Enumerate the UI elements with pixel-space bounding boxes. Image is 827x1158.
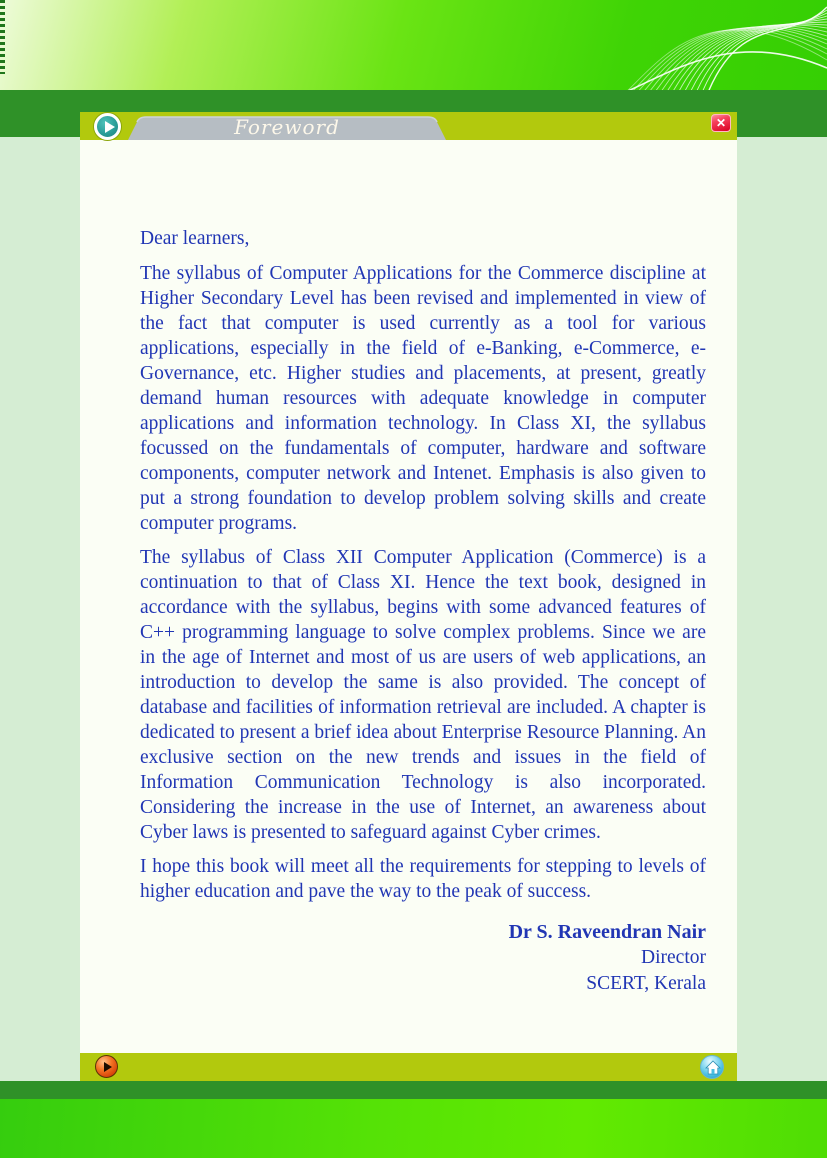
home-button[interactable] (700, 1055, 724, 1079)
close-button[interactable] (711, 114, 731, 132)
paragraph-3: I hope this book will meet all the requirements for stepping to levels of higher education and pave the way to the peak of success. (140, 856, 706, 902)
title-tab (128, 116, 446, 140)
foreword-window (80, 112, 737, 1081)
close-icon: ✕ (715, 116, 727, 130)
page-title: Foreword (234, 115, 340, 139)
title-bar (80, 112, 737, 140)
paragraph-2: The syllabus of Class XII Computer Application (Commerce) is a continuation to that of Class XI. Hence the text book, designed in accordance with the syllabus, begins with some advanced features of C++ programming language to solve complex problems. Since we are in the age of Internet and most of us are users of web applications, an introduction to develop the same is also provided. The concept of database and facilities of information retrieval are included. A chapter is dedicated to present a brief idea about Enterprise Resource Planning. An exclusive section on the new trends and issues in the field of Information Communication Technology is also incorporated. Considering the increase in the use of Internet, an awareness about Cyber laws is presented to safeguard against Cyber crimes. (140, 547, 706, 843)
bottom-dark-band (0, 1081, 827, 1099)
paragraph-1: The syllabus of Computer Applications for the Commerce discipline at Higher Secondary Level has been revised and implemented in view of the fact that computer is used currently as a tool for various applications, especially in the field of e-Banking, e-Commerce, e-Governance, etc. Higher studies and placements, at present, greatly demand human resources with adequate knowledge in computer applications and information technology. In Class XI, the syllabus focussed on the fundamentals of computer, hardware and software components, computer network and Intenet. Emphasis is also given to put a strong foundation to develop problem solving skills and create computer programs. (140, 263, 706, 534)
salutation: Dear learners, (140, 228, 250, 249)
bottom-bar (80, 1053, 737, 1081)
signature-org: SCERT, Kerala (586, 973, 706, 994)
bottom-banner (0, 1099, 827, 1158)
next-page-button[interactable] (95, 1055, 118, 1078)
swoosh-decoration (617, 0, 827, 90)
play-icon (105, 121, 115, 133)
play-icon (104, 1062, 112, 1072)
binding-stripe-decoration (0, 0, 5, 74)
content-area (80, 140, 737, 1053)
top-banner (0, 0, 827, 90)
signature-block (140, 919, 706, 997)
signature-role: Director (641, 947, 706, 968)
audio-play-button[interactable] (94, 113, 121, 140)
signature-name: Dr S. Raveendran Nair (508, 921, 706, 943)
home-icon (704, 1059, 722, 1077)
